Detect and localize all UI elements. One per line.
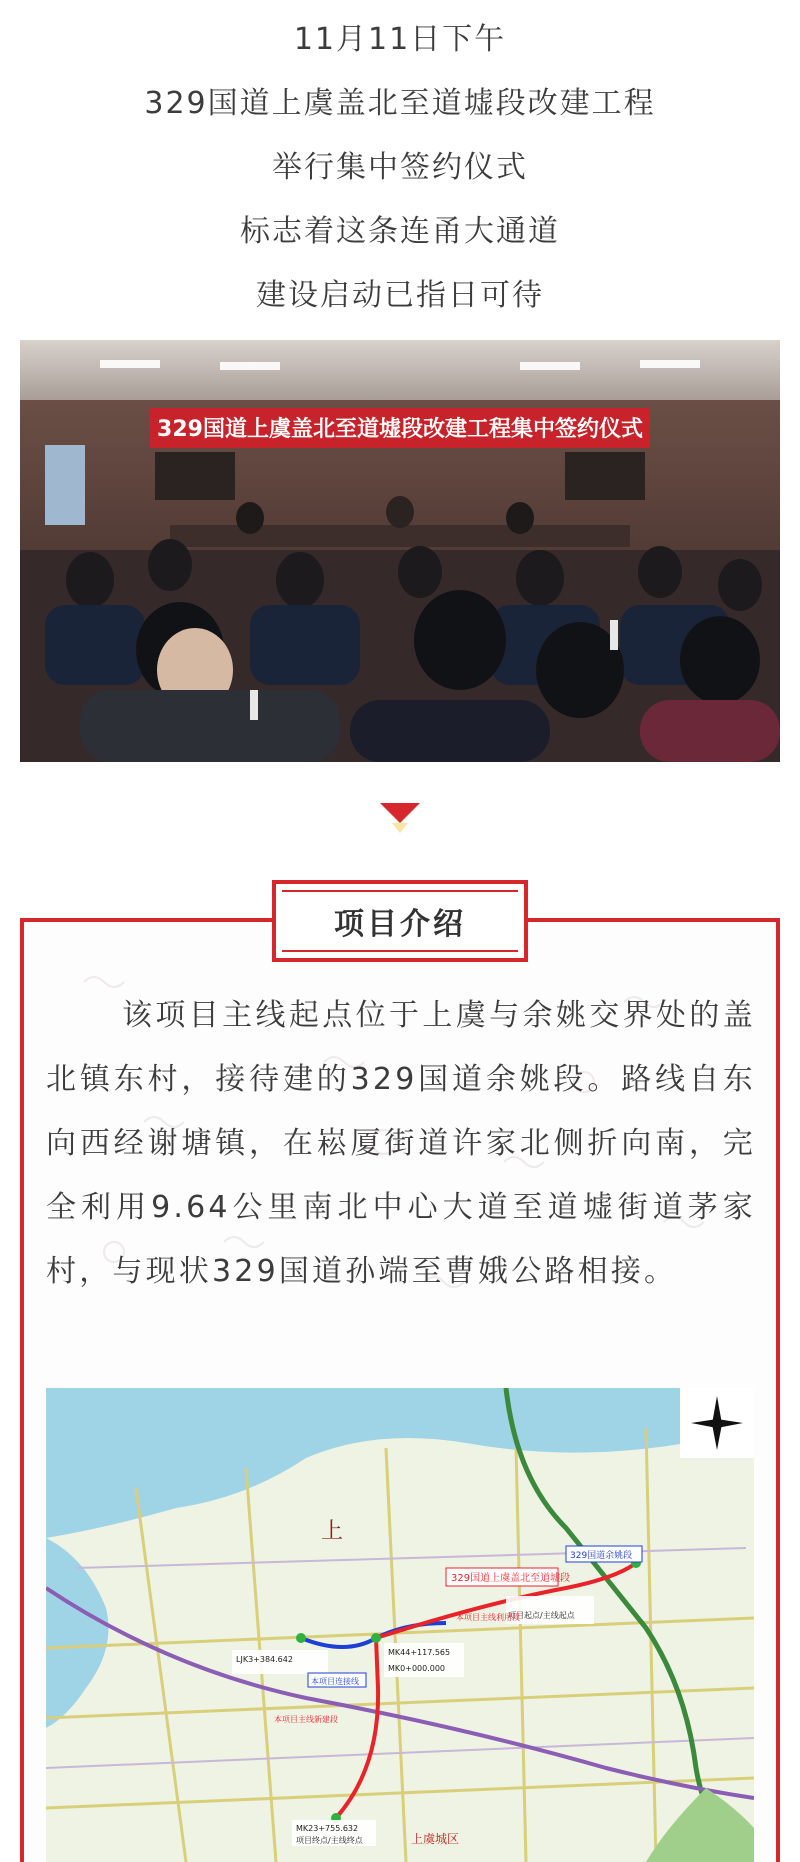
compass-icon: [680, 1388, 754, 1458]
map-label-station-d: MK23+755.632: [296, 1824, 359, 1833]
route-map: [46, 1388, 754, 1862]
section-title: 项目介绍: [334, 907, 466, 942]
map-label-end: 项目终点/主线终点: [296, 1836, 363, 1845]
signing-ceremony-photo: [20, 340, 780, 762]
map-label-station-a: LJK3+384.642: [236, 1655, 293, 1664]
map-label-city: 上虞城区: [411, 1832, 460, 1846]
map-label-project: 329国道上虞盖北至道墟段: [451, 1573, 571, 1584]
project-description: 该项目主线起点位于上虞与余姚交界处的盖北镇东村，接待建的329国道余姚段。路线自东向西经谢塘镇，在崧厦街道许家北侧折向南，完全利用9.64公里南北中心大道至道墟街道茅家村，与现状329国道孙端至曹娥公路相接。: [46, 998, 756, 1289]
intro-text-block: [0, 8, 800, 328]
map-label-main-new: 本项目主线新建段: [274, 1715, 338, 1724]
banner-text: 329国道上虞盖北至道墟段改建工程集中签约仪式: [157, 417, 643, 442]
map-label-station-b: MK44+117.565: [388, 1648, 451, 1657]
intro-line-significance: 标志着这条连甬大通道: [240, 214, 560, 249]
intro-line-outlook: 建设启动已指日可待: [256, 278, 544, 313]
map-label-station-c: MK0+000.000: [388, 1664, 446, 1673]
map-label-main-reuse: 本项目主线利用段: [456, 1613, 520, 1622]
intro-line-project: 329国道上虞盖北至道墟段改建工程: [144, 86, 656, 121]
down-arrow-icon: [380, 803, 420, 843]
map-label-shang: 上: [321, 1519, 344, 1544]
map-label-start: 项目起点/主线起点: [508, 1611, 575, 1620]
section-title-box: [272, 880, 528, 962]
map-label-yuyao: 329国道余姚段: [570, 1551, 633, 1561]
map-label-ramp: 本项目连接线: [311, 1677, 359, 1686]
intro-line-date: 11月11日下午: [293, 22, 507, 57]
intro-line-ceremony: 举行集中签约仪式: [272, 150, 528, 185]
